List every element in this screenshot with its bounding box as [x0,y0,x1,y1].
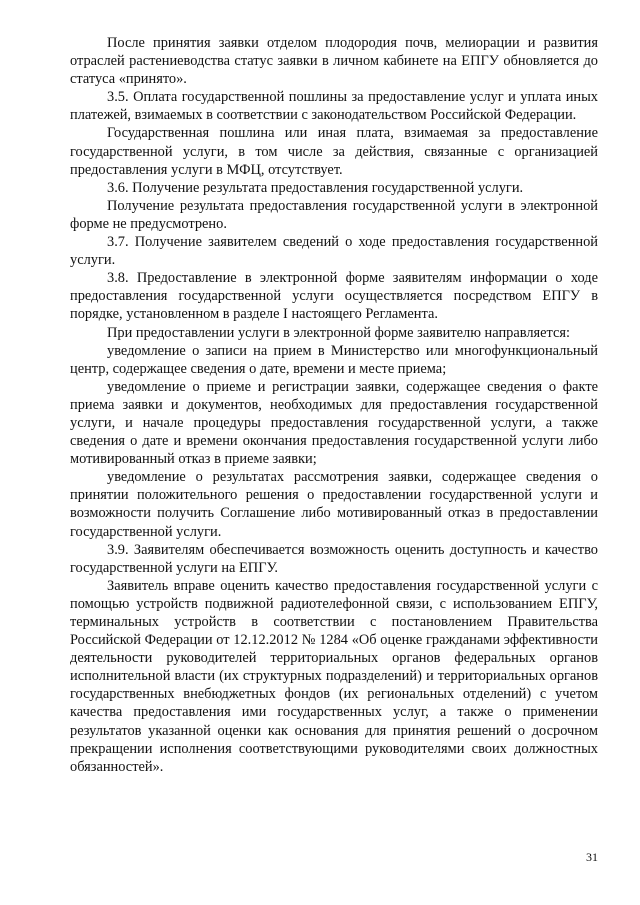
paragraph-status-update: После принятия заявки отделом плодородия почв, мелиорации и развития отраслей растениеводства статус заявки в личном кабинете на ЕПГУ обновляется до статуса «принято». [70,35,598,88]
paragraph-3-8-heading: 3.8. Предоставление в электронной форме заявителям информации о ходе предоставления государственной услуги осуществляется посредством ЕПГУ в порядке, установленном в разделе I настоящего Регламента. [70,270,598,323]
paragraph-3-5-heading: 3.5. Оплата государственной пошлины за предоставление услуг и уплата иных платежей, взимаемых в соответствии с законодательством Российской Федерации. [70,89,598,124]
paragraph-notification-appointment: уведомление о записи на прием в Министерство или многофункциональный центр, содержащее сведения о дате, времени и месте приема; [70,342,598,377]
paragraph-notifications-intro: При предоставлении услуги в электронной форме заявителю направляется: [107,324,570,341]
paragraph-3-9-heading: 3.9. Заявителям обеспечивается возможность оценить доступность и качество государственной услуги на ЕПГУ. [70,541,598,576]
paragraph-3-6-heading: 3.6. Получение результата предоставления государственной услуги. [107,179,524,196]
paragraph-3-7-heading: 3.7. Получение заявителем сведений о ходе предоставления государственной услуги. [70,234,598,269]
document-body [70,34,598,776]
paragraph-notification-registration: уведомление о приеме и регистрации заявки, содержащее сведения о факте приема заявки и документов, необходимых для предоставления государственной услуги, и начале процедуры предоставления государственной услуги, а также сведения о дате и времени окончания предоставления государственной услуги либо мотивированный отказ в приеме заявки; [70,378,598,468]
paragraph-fee-absent: Государственная пошлина или иная плата, взимаемая за предоставление государственной услуги, в том числе за действия, связанные с организацией предоставления услуги в МФЦ, отсутствует. [70,125,598,178]
paragraph-result-electronic: Получение результата предоставления государственной услуги в электронной форме не предусмотрено. [70,197,598,232]
paragraph-notification-results: уведомление о результатах рассмотрения заявки, содержащее сведения о принятии положительного решения о предоставлении государственной услуги и возможности получить Соглашение либо мотивированный отказ в предоставлении государственной услуги. [70,469,598,540]
paragraph-quality-evaluation: Заявитель вправе оценить качество предоставления государственной услуги с помощью устройств подвижной радиотелефонной связи, с использованием ЕПГУ, терминальных устройств в соответствии с постановлением Правительства Российской Федерации от 12.12.2012 № 1284 «Об оценке гражданами эффективности деятельности руководителей территориальных органов федеральных органов исполнительной власти (их структурных подразделений) и территориальных органов государственных внебюджетных фондов (их региональных отделений) с учетом качества предоставления ими государственных услуг, а также о применении результатов указанной оценки как основания для принятия решений о досрочном прекращении исполнения соответствующими руководителями своих должностных обязанностей». [70,577,598,775]
page-number: 31 [586,850,598,864]
